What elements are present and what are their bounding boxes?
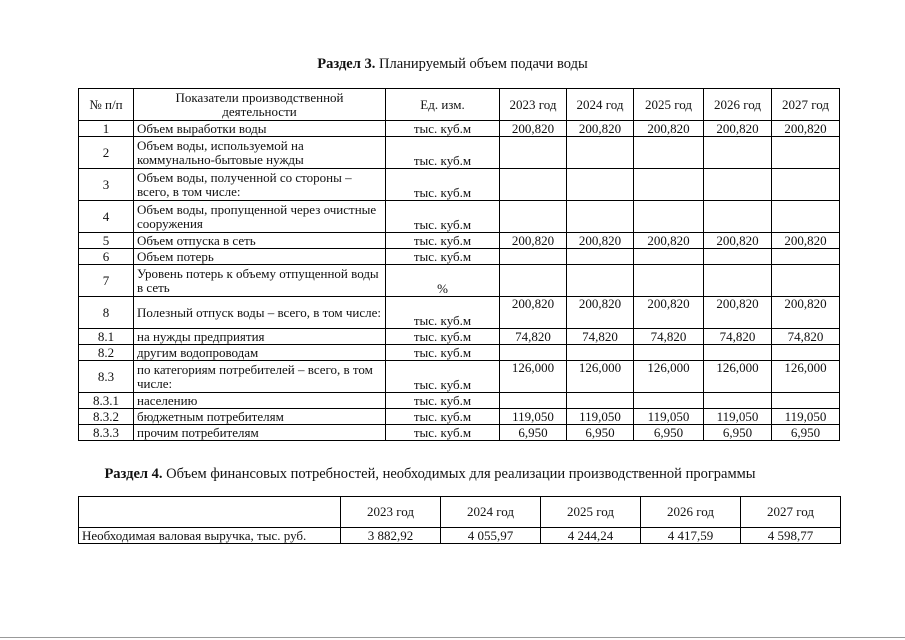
value-cell: 200,820 xyxy=(634,233,704,249)
indicator-name: Объем воды, пропущенной через очистные сооружения xyxy=(134,201,386,233)
table-header-row xyxy=(79,89,840,121)
value-cell xyxy=(634,265,704,297)
water-supply-table xyxy=(78,88,840,441)
header-year: 2025 год xyxy=(541,497,641,528)
value-cell xyxy=(704,137,772,169)
table-row xyxy=(79,345,840,361)
table-row xyxy=(79,528,841,544)
value-cell: 4 055,97 xyxy=(441,528,541,544)
section-4-label: Раздел 4. xyxy=(104,466,163,482)
value-cell xyxy=(500,249,567,265)
header-year: 2027 год xyxy=(741,497,841,528)
value-cell: 74,820 xyxy=(704,329,772,345)
row-name: Необходимая валовая выручка, тыс. руб. xyxy=(79,528,341,544)
table-row xyxy=(79,121,840,137)
value-cell xyxy=(704,345,772,361)
table-row xyxy=(79,297,840,329)
section-3-heading xyxy=(0,56,905,73)
value-cell xyxy=(634,249,704,265)
row-number: 6 xyxy=(79,249,134,265)
unit-cell: тыс. куб.м xyxy=(386,393,500,409)
value-cell: 119,050 xyxy=(500,409,567,425)
row-number: 8.3.1 xyxy=(79,393,134,409)
table-row xyxy=(79,329,840,345)
value-cell xyxy=(772,345,840,361)
value-cell xyxy=(772,169,840,201)
value-cell: 4 417,59 xyxy=(641,528,741,544)
value-cell xyxy=(500,201,567,233)
value-cell: 3 882,92 xyxy=(341,528,441,544)
value-cell xyxy=(567,393,634,409)
value-cell xyxy=(704,249,772,265)
page-bottom-edge xyxy=(0,637,905,638)
row-number: 3 xyxy=(79,169,134,201)
row-number: 8.3.3 xyxy=(79,425,134,441)
header-year: 2024 год xyxy=(567,89,634,121)
indicator-name: населению xyxy=(134,393,386,409)
table-row xyxy=(79,249,840,265)
value-cell xyxy=(704,201,772,233)
unit-cell: тыс. куб.м xyxy=(386,233,500,249)
unit-cell: тыс. куб.м xyxy=(386,409,500,425)
value-cell: 200,820 xyxy=(567,233,634,249)
unit-cell: тыс. куб.м xyxy=(386,137,500,169)
header-unit: Ед. изм. xyxy=(386,89,500,121)
value-cell: 6,950 xyxy=(772,425,840,441)
header-indicator: Показатели производственной деятельности xyxy=(134,89,386,121)
value-cell xyxy=(500,393,567,409)
value-cell: 200,820 xyxy=(500,121,567,137)
value-cell xyxy=(772,249,840,265)
indicator-name: Объем воды, используемой на коммунально-бытовые нужды xyxy=(134,137,386,169)
value-cell: 200,820 xyxy=(567,297,634,329)
value-cell xyxy=(567,249,634,265)
indicator-name: по категориям потребителей – всего, в том числе: xyxy=(134,361,386,393)
value-cell: 6,950 xyxy=(500,425,567,441)
indicator-name: на нужды предприятия xyxy=(134,329,386,345)
value-cell: 200,820 xyxy=(500,297,567,329)
indicator-name: Уровень потерь к объему отпущенной воды в сеть xyxy=(134,265,386,297)
header-year: 2026 год xyxy=(641,497,741,528)
value-cell xyxy=(634,201,704,233)
header-num: № п/п xyxy=(79,89,134,121)
header-year: 2023 год xyxy=(341,497,441,528)
financial-needs-table xyxy=(78,496,841,544)
row-number: 4 xyxy=(79,201,134,233)
section-4-title: Объем финансовых потребностей, необходимых для реализации производственной программы xyxy=(166,466,756,482)
header-year: 2027 год xyxy=(772,89,840,121)
value-cell: 74,820 xyxy=(634,329,704,345)
indicator-name: прочим потребителям xyxy=(134,425,386,441)
unit-cell: тыс. куб.м xyxy=(386,345,500,361)
unit-cell: тыс. куб.м xyxy=(386,361,500,393)
unit-cell: тыс. куб.м xyxy=(386,169,500,201)
row-number: 2 xyxy=(79,137,134,169)
value-cell xyxy=(772,393,840,409)
row-number: 5 xyxy=(79,233,134,249)
value-cell: 126,000 xyxy=(772,361,840,393)
table-row xyxy=(79,265,840,297)
value-cell xyxy=(772,137,840,169)
value-cell: 200,820 xyxy=(634,121,704,137)
empty-header-cell xyxy=(79,497,341,528)
unit-cell: тыс. куб.м xyxy=(386,329,500,345)
value-cell: 200,820 xyxy=(500,233,567,249)
value-cell xyxy=(772,265,840,297)
value-cell: 119,050 xyxy=(634,409,704,425)
value-cell: 126,000 xyxy=(634,361,704,393)
value-cell xyxy=(772,201,840,233)
unit-cell: тыс. куб.м xyxy=(386,121,500,137)
value-cell xyxy=(500,345,567,361)
indicator-name: Объем выработки воды xyxy=(134,121,386,137)
value-cell: 74,820 xyxy=(772,329,840,345)
value-cell xyxy=(634,345,704,361)
value-cell: 119,050 xyxy=(704,409,772,425)
value-cell xyxy=(567,137,634,169)
value-cell xyxy=(500,265,567,297)
table-row xyxy=(79,361,840,393)
header-year: 2026 год xyxy=(704,89,772,121)
value-cell: 200,820 xyxy=(772,121,840,137)
row-number: 8.2 xyxy=(79,345,134,361)
value-cell xyxy=(567,201,634,233)
indicator-name: другим водопроводам xyxy=(134,345,386,361)
indicator-name: Объем воды, полученной со стороны – всего, в том числе: xyxy=(134,169,386,201)
table-row xyxy=(79,201,840,233)
unit-cell: тыс. куб.м xyxy=(386,297,500,329)
value-cell: 6,950 xyxy=(567,425,634,441)
value-cell: 126,000 xyxy=(704,361,772,393)
value-cell: 200,820 xyxy=(772,297,840,329)
value-cell xyxy=(634,137,704,169)
value-cell xyxy=(634,169,704,201)
value-cell: 4 598,77 xyxy=(741,528,841,544)
row-number: 8 xyxy=(79,297,134,329)
section-3-title: Планируемый объем подачи воды xyxy=(378,56,588,72)
row-number: 8.3.2 xyxy=(79,409,134,425)
section-3-label: Раздел 3. xyxy=(317,56,376,72)
header-year: 2025 год xyxy=(634,89,704,121)
table-row xyxy=(79,409,840,425)
indicator-name: Полезный отпуск воды – всего, в том числе: xyxy=(134,297,386,329)
table-row xyxy=(79,425,840,441)
table-row xyxy=(79,233,840,249)
value-cell: 200,820 xyxy=(634,297,704,329)
row-number: 7 xyxy=(79,265,134,297)
value-cell xyxy=(500,169,567,201)
value-cell: 126,000 xyxy=(567,361,634,393)
value-cell xyxy=(704,169,772,201)
value-cell: 200,820 xyxy=(704,233,772,249)
table-row xyxy=(79,393,840,409)
indicator-name: Объем потерь xyxy=(134,249,386,265)
value-cell: 200,820 xyxy=(704,121,772,137)
row-number: 8.1 xyxy=(79,329,134,345)
value-cell: 200,820 xyxy=(772,233,840,249)
unit-cell: тыс. куб.м xyxy=(386,425,500,441)
value-cell: 119,050 xyxy=(567,409,634,425)
value-cell xyxy=(704,393,772,409)
value-cell: 4 244,24 xyxy=(541,528,641,544)
value-cell: 200,820 xyxy=(567,121,634,137)
value-cell xyxy=(567,345,634,361)
value-cell xyxy=(634,393,704,409)
value-cell: 6,950 xyxy=(634,425,704,441)
row-number: 8.3 xyxy=(79,361,134,393)
value-cell: 119,050 xyxy=(772,409,840,425)
table-header-row xyxy=(79,497,841,528)
value-cell xyxy=(567,169,634,201)
header-year: 2023 год xyxy=(500,89,567,121)
value-cell: 6,950 xyxy=(704,425,772,441)
value-cell: 74,820 xyxy=(567,329,634,345)
indicator-name: бюджетным потребителям xyxy=(134,409,386,425)
value-cell: 126,000 xyxy=(500,361,567,393)
row-number: 1 xyxy=(79,121,134,137)
value-cell: 200,820 xyxy=(704,297,772,329)
table-row xyxy=(79,169,840,201)
header-year: 2024 год xyxy=(441,497,541,528)
section-4-heading xyxy=(0,466,860,483)
table-row xyxy=(79,137,840,169)
unit-cell: тыс. куб.м xyxy=(386,201,500,233)
value-cell: 74,820 xyxy=(500,329,567,345)
unit-cell: тыс. куб.м xyxy=(386,249,500,265)
value-cell xyxy=(567,265,634,297)
indicator-name: Объем отпуска в сеть xyxy=(134,233,386,249)
value-cell xyxy=(704,265,772,297)
value-cell xyxy=(500,137,567,169)
unit-cell: % xyxy=(386,265,500,297)
